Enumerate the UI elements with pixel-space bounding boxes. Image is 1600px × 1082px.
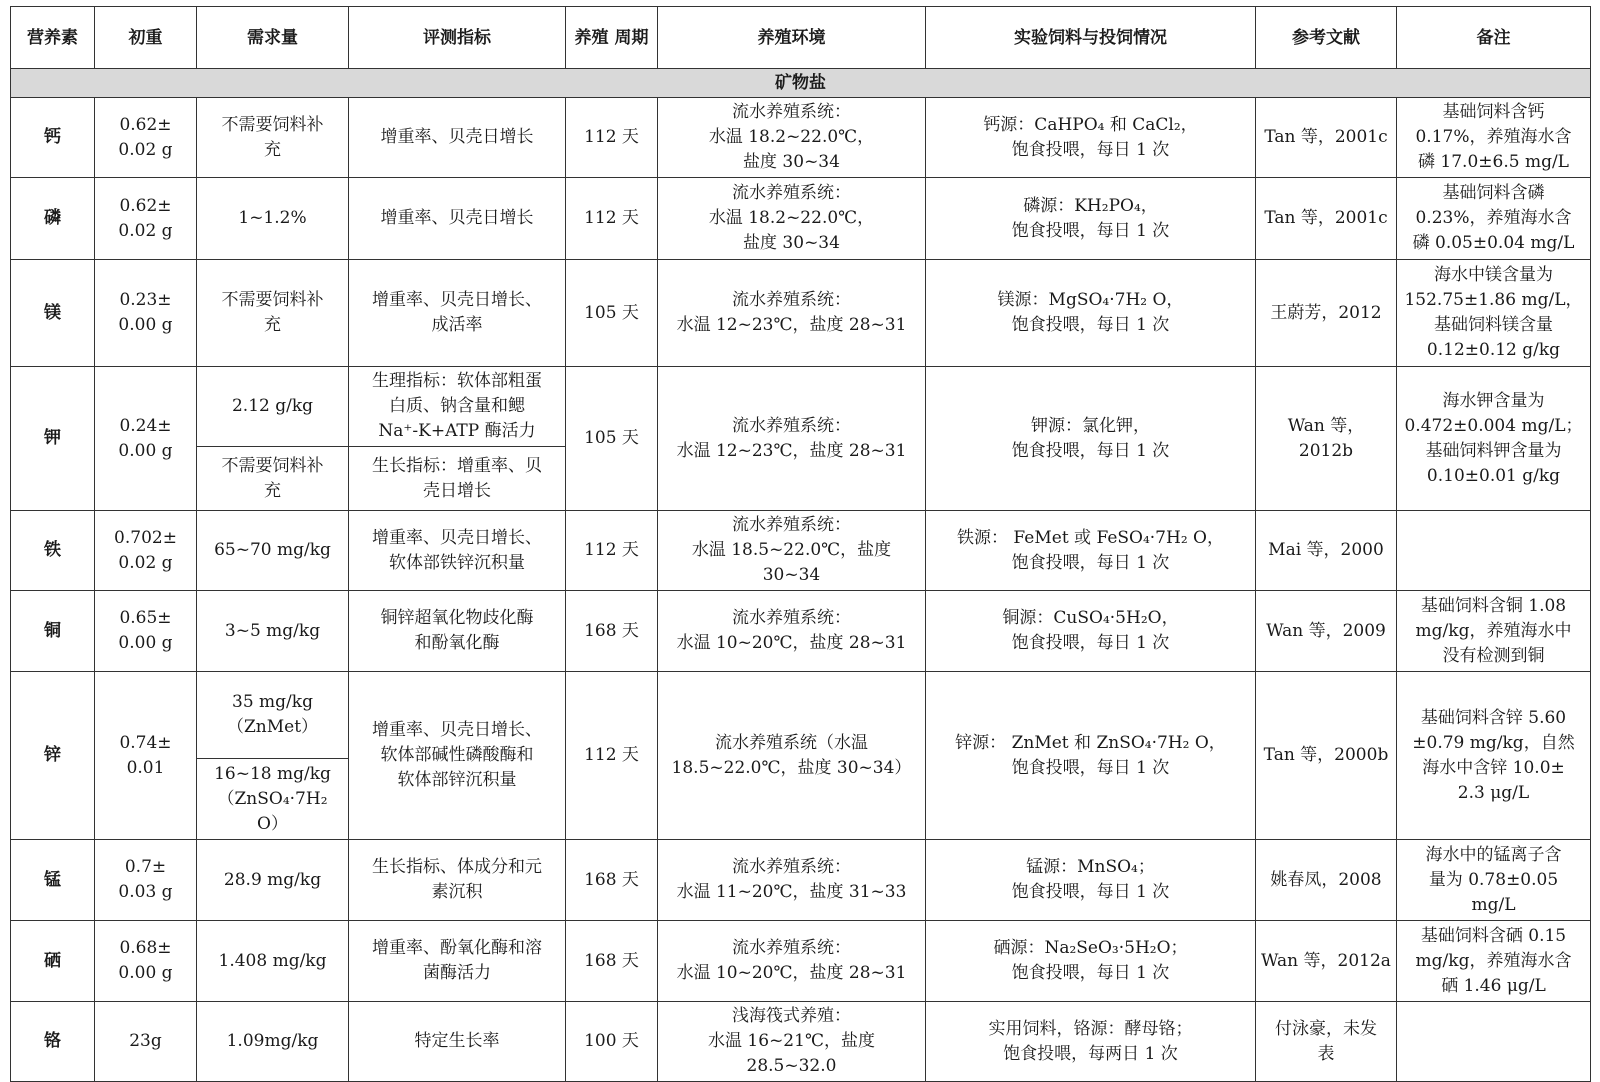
cell-line: 素沉积 bbox=[431, 882, 483, 902]
cell-line: 没有检测到铜 bbox=[1442, 645, 1545, 666]
indicators bbox=[349, 260, 566, 367]
cell-line: 0.00 g bbox=[118, 963, 173, 983]
requirement bbox=[197, 672, 349, 759]
cell-line: 流水养殖系统： bbox=[732, 938, 851, 958]
requirement bbox=[197, 178, 349, 260]
remark bbox=[1397, 921, 1591, 1002]
cell-line: 饱食投喂，每日 1 次 bbox=[1011, 220, 1170, 241]
cell-line: 生理指标：软体部粗蛋 bbox=[372, 371, 542, 391]
table-row bbox=[11, 840, 1591, 921]
reference: Wan 等，2009 bbox=[1256, 591, 1397, 672]
cell-line: 18.5~22.0℃，盐度 30~34） bbox=[671, 757, 912, 778]
section-title: 矿物盐 bbox=[11, 69, 1591, 98]
indicators bbox=[349, 367, 566, 447]
reference: Tan 等，2001c bbox=[1256, 98, 1397, 178]
cell-line: 基础饲料含锌 5.60 bbox=[1420, 707, 1567, 728]
cell-line: 0.65± bbox=[119, 608, 172, 628]
cell-line: 增重率、贝壳日增长、 bbox=[372, 290, 542, 310]
cell-line: 水温 11~20℃，盐度 31~33 bbox=[676, 882, 907, 902]
requirement bbox=[197, 921, 349, 1002]
cell-line: 铜源：CuSO₄·5H₂O， bbox=[1002, 608, 1179, 628]
cell-line: 基础饲料含硒 0.15 bbox=[1420, 925, 1567, 946]
indicators bbox=[349, 591, 566, 672]
cell-line: 流水养殖系统： bbox=[732, 515, 851, 535]
cell-line: 成活率 bbox=[431, 315, 483, 335]
cell-line: 增重率、酚氧化酶和溶 bbox=[372, 938, 542, 958]
indicators bbox=[349, 921, 566, 1002]
cell-line: 增重率、贝壳日增长 bbox=[380, 127, 534, 147]
cell-line: 镁源：MgSO₄·7H₂ O， bbox=[997, 290, 1184, 310]
cell-line: 水温 12~23℃，盐度 28~31 bbox=[676, 440, 907, 461]
reference: Wan 等，2012a bbox=[1256, 921, 1397, 1002]
cell-line: mg/kg，养殖海水中 bbox=[1415, 620, 1572, 641]
cell-line: 水温 18.2~22.0℃， bbox=[708, 127, 875, 147]
header-environment: 养殖环境 bbox=[658, 7, 926, 69]
cell-line: 水温 12~23℃，盐度 28~31 bbox=[676, 315, 907, 335]
reference: Mai 等，2000 bbox=[1256, 511, 1397, 591]
cell-line: 流水养殖系统： bbox=[732, 290, 851, 310]
environment bbox=[658, 591, 926, 672]
cell-line: 0.23%，养殖海水含 bbox=[1415, 208, 1572, 228]
nutrient-name: 铜 bbox=[11, 591, 95, 672]
indicators bbox=[349, 840, 566, 921]
cell-line: 饱食投喂，每日 1 次 bbox=[1011, 633, 1170, 653]
nutrient-name: 镁 bbox=[11, 260, 95, 367]
initial-weight bbox=[95, 921, 197, 1002]
requirement bbox=[197, 591, 349, 672]
header-period bbox=[566, 7, 658, 69]
cell-line: 充 bbox=[264, 480, 281, 501]
cell-line: 1.09mg/kg bbox=[226, 1031, 319, 1051]
cell-line: 增重率、贝壳日增长、 bbox=[372, 720, 542, 740]
cell-line: 硒 1.46 μg/L bbox=[1441, 975, 1546, 996]
header-requirement: 需求量 bbox=[197, 7, 349, 69]
reference: Tan 等，2001c bbox=[1256, 178, 1397, 260]
feed bbox=[926, 1002, 1256, 1082]
requirement bbox=[197, 1002, 349, 1082]
cell-line: 钙源：CaHPO₄ 和 CaCl₂， bbox=[983, 114, 1198, 135]
cell-line: 白质、钠含量和鳃 bbox=[389, 396, 525, 416]
environment bbox=[658, 840, 926, 921]
cell-line: 152.75±1.86 mg/L， bbox=[1404, 290, 1583, 310]
reference: 王蔚芳，2012 bbox=[1256, 260, 1397, 367]
environment bbox=[658, 672, 926, 840]
table-row bbox=[11, 511, 1591, 591]
cell-line: 增重率、贝壳日增长、 bbox=[372, 527, 542, 548]
initial-weight bbox=[95, 591, 197, 672]
initial-weight bbox=[95, 367, 197, 511]
cell-line: 流水养殖系统： bbox=[732, 415, 851, 436]
environment bbox=[658, 511, 926, 591]
cell-line: 1~1.2% bbox=[238, 208, 307, 228]
remark bbox=[1397, 367, 1591, 511]
cell-line: 增重率、贝壳日增长 bbox=[380, 208, 534, 228]
cell-line: 磷 17.0±6.5 mg/L bbox=[1418, 152, 1569, 172]
cell-line: 0.00 g bbox=[118, 633, 173, 653]
table-row bbox=[11, 367, 1591, 447]
cell-line: 不需要饲料补 bbox=[221, 290, 324, 310]
cell-line: O） bbox=[257, 813, 288, 834]
nutrient-name: 钾 bbox=[11, 367, 95, 511]
cell-line: 盐度 30~34 bbox=[743, 152, 840, 172]
initial-weight bbox=[95, 840, 197, 921]
cell-line: 生长指标：增重率、贝 bbox=[372, 455, 542, 476]
cell-line: 海水中镁含量为 bbox=[1434, 265, 1553, 285]
cell-line: 0.68± bbox=[119, 938, 172, 958]
cell-line: 和酚氧化酶 bbox=[414, 633, 500, 653]
cell-line: 基础饲料含钙 bbox=[1442, 102, 1545, 122]
remark bbox=[1397, 1002, 1591, 1082]
header-feed: 实验饲料与投饲情况 bbox=[926, 7, 1256, 69]
remark bbox=[1397, 98, 1591, 178]
table-row bbox=[11, 921, 1591, 1002]
cell-line: 饱食投喂，每日 1 次 bbox=[1011, 139, 1170, 160]
requirement bbox=[197, 260, 349, 367]
cell-line: 0.12±0.12 g/kg bbox=[1426, 340, 1561, 360]
cell-line: 流水养殖系统： bbox=[732, 183, 851, 203]
remark bbox=[1397, 672, 1591, 840]
feed bbox=[926, 591, 1256, 672]
cell-line: 菌酶活力 bbox=[423, 963, 491, 983]
header-remark: 备注 bbox=[1397, 7, 1591, 69]
cell-line: 2.12 g/kg bbox=[231, 396, 314, 416]
cell-line: 锌源： ZnMet 和 ZnSO₄·7H₂ O， bbox=[955, 732, 1226, 753]
nutrient-name: 铁 bbox=[11, 511, 95, 591]
requirement bbox=[197, 511, 349, 591]
cell-line: 锰源：MnSO₄； bbox=[1026, 857, 1155, 877]
cell-line: 饱食投喂，每日 1 次 bbox=[1011, 440, 1170, 461]
period: 168 天 bbox=[566, 921, 658, 1002]
cell-line: 生长指标、体成分和元 bbox=[372, 857, 542, 877]
cell-line: 饱食投喂，每日 1 次 bbox=[1011, 882, 1170, 902]
reference: Wan 等，2012b bbox=[1256, 367, 1397, 511]
feed bbox=[926, 672, 1256, 840]
table-row bbox=[11, 672, 1591, 759]
remark bbox=[1397, 260, 1591, 367]
initial-weight bbox=[95, 178, 197, 260]
table-row bbox=[11, 178, 1591, 260]
requirement bbox=[197, 447, 349, 511]
cell-line: 软体部锌沉积量 bbox=[397, 770, 517, 790]
initial-weight bbox=[95, 1002, 197, 1082]
cell-line: 0.74± bbox=[119, 732, 172, 753]
table-row bbox=[11, 260, 1591, 367]
cell-line: 铁源： FeMet 或 FeSO₄·7H₂ O， bbox=[957, 527, 1224, 548]
remark bbox=[1397, 591, 1591, 672]
period: 112 天 bbox=[566, 511, 658, 591]
reference bbox=[1256, 1002, 1397, 1082]
cell-line: 0.10±0.01 g/kg bbox=[1426, 465, 1561, 486]
cell-line: 35 mg/kg bbox=[232, 692, 313, 712]
nutrient-name: 硒 bbox=[11, 921, 95, 1002]
requirement bbox=[197, 98, 349, 178]
cell-line: 饱食投喂，每日 1 次 bbox=[1011, 315, 1170, 335]
feed bbox=[926, 921, 1256, 1002]
cell-line: 0.03 g bbox=[118, 882, 173, 902]
indicators bbox=[349, 447, 566, 511]
period: 168 天 bbox=[566, 591, 658, 672]
cell-line: 基础饲料镁含量 bbox=[1434, 315, 1553, 335]
cell-line: 0.00 g bbox=[118, 440, 173, 461]
feed bbox=[926, 178, 1256, 260]
cell-line: 饱食投喂，每日 1 次 bbox=[1011, 963, 1170, 983]
cell-line: 充 bbox=[264, 315, 281, 335]
cell-line: 0.24± bbox=[119, 415, 172, 436]
cell-line: 表 bbox=[1317, 1043, 1335, 1064]
cell-line: 0.00 g bbox=[118, 315, 173, 335]
period: 105 天 bbox=[566, 260, 658, 367]
cell-line: 磷 0.05±0.04 mg/L bbox=[1412, 233, 1575, 253]
period: 100 天 bbox=[566, 1002, 658, 1082]
header-indicators: 评测指标 bbox=[349, 7, 566, 69]
cell-line: 钾源：氯化钾， bbox=[1031, 415, 1150, 436]
feed bbox=[926, 511, 1256, 591]
cell-line: 流水养殖系统： bbox=[732, 608, 851, 628]
cell-line: 壳日增长 bbox=[423, 480, 491, 501]
requirement bbox=[197, 759, 349, 840]
cell-line: 浅海筏式养殖： bbox=[732, 1006, 851, 1026]
environment bbox=[658, 921, 926, 1002]
cell-line: 16~18 mg/kg bbox=[214, 763, 331, 784]
header-initial-weight: 初重 bbox=[95, 7, 197, 69]
section-row bbox=[11, 69, 1591, 98]
indicators bbox=[349, 511, 566, 591]
indicators bbox=[349, 672, 566, 840]
requirement bbox=[197, 367, 349, 447]
header-reference: 参考文献 bbox=[1256, 7, 1397, 69]
period: 168 天 bbox=[566, 840, 658, 921]
cell-line: 流水养殖系统： bbox=[732, 857, 851, 877]
cell-line: 量为 0.78±0.05 bbox=[1428, 869, 1559, 890]
indicators bbox=[349, 1002, 566, 1082]
remark bbox=[1397, 511, 1591, 591]
cell-line: 0.01 bbox=[126, 757, 165, 778]
table-row bbox=[11, 98, 1591, 178]
environment bbox=[658, 367, 926, 511]
cell-line: 基础饲料钾含量为 bbox=[1425, 440, 1562, 461]
cell-line: 实用饲料，铬源：酵母铬； bbox=[988, 1018, 1193, 1039]
cell-line: （ZnSO₄·7H₂ bbox=[217, 788, 328, 809]
table-row bbox=[11, 1002, 1591, 1082]
cell-line: 0.02 g bbox=[118, 220, 173, 241]
cell-line: 1.408 mg/kg bbox=[218, 950, 327, 971]
environment bbox=[658, 260, 926, 367]
cell-line: 0.02 g bbox=[118, 552, 173, 573]
cell-line: 65~70 mg/kg bbox=[214, 540, 331, 560]
environment bbox=[658, 98, 926, 178]
indicators bbox=[349, 178, 566, 260]
cell-line: 0.17%，养殖海水含 bbox=[1415, 127, 1572, 147]
cell-line: 饱食投喂，每两日 1 次 bbox=[1003, 1043, 1178, 1064]
cell-line: 0.62± bbox=[119, 195, 172, 216]
table-row bbox=[11, 591, 1591, 672]
header-row bbox=[11, 7, 1591, 69]
cell-line: 饱食投喂，每日 1 次 bbox=[1011, 757, 1170, 778]
nutrient-requirements-table bbox=[10, 6, 1591, 1082]
cell-line: 水温 10~20℃，盐度 28~31 bbox=[676, 633, 907, 653]
cell-line: mg/kg，养殖海水含 bbox=[1415, 950, 1572, 971]
initial-weight bbox=[95, 672, 197, 840]
cell-line: 盐度 30~34 bbox=[743, 233, 840, 253]
header-period-line: 养殖 bbox=[574, 27, 609, 48]
header-nutrient: 营养素 bbox=[11, 7, 95, 69]
initial-weight bbox=[95, 98, 197, 178]
cell-line: 海水中的锰离子含 bbox=[1425, 844, 1562, 865]
cell-line: 饱食投喂，每日 1 次 bbox=[1011, 552, 1170, 573]
cell-line: 0.23± bbox=[119, 290, 172, 310]
cell-line: 23g bbox=[129, 1031, 162, 1051]
cell-line: 2.3 μg/L bbox=[1457, 782, 1530, 803]
cell-line: 0.02 g bbox=[118, 139, 173, 160]
cell-line: 水温 10~20℃，盐度 28~31 bbox=[676, 963, 907, 983]
cell-line: 3~5 mg/kg bbox=[224, 620, 321, 641]
cell-line: 流水养殖系统（水温 bbox=[715, 732, 868, 753]
initial-weight bbox=[95, 260, 197, 367]
cell-line: 基础饲料含铜 1.08 bbox=[1420, 595, 1567, 616]
environment bbox=[658, 1002, 926, 1082]
period: 112 天 bbox=[566, 98, 658, 178]
period: 112 天 bbox=[566, 178, 658, 260]
cell-line: Na⁺-K+ATP 酶活力 bbox=[378, 421, 536, 441]
cell-line: 0.62± bbox=[119, 114, 172, 135]
reference: 姚春凤，2008 bbox=[1256, 840, 1397, 921]
cell-line: 0.702± bbox=[114, 527, 177, 548]
nutrient-name: 铬 bbox=[11, 1002, 95, 1082]
cell-line: 水温 18.5~22.0℃，盐度 30~34 bbox=[691, 540, 892, 585]
cell-line: 水温 16~21℃，盐度 28.5~32.0 bbox=[708, 1031, 875, 1076]
nutrient-name: 锌 bbox=[11, 672, 95, 840]
cell-line: 充 bbox=[264, 139, 281, 160]
remark bbox=[1397, 178, 1591, 260]
cell-line: （ZnMet） bbox=[226, 717, 319, 737]
period: 105 天 bbox=[566, 367, 658, 511]
cell-line: 不需要饲料补 bbox=[221, 455, 324, 476]
environment bbox=[658, 178, 926, 260]
cell-line: 磷源：KH₂PO₄， bbox=[1023, 195, 1158, 216]
feed bbox=[926, 98, 1256, 178]
period: 112 天 bbox=[566, 672, 658, 840]
feed bbox=[926, 260, 1256, 367]
nutrient-name: 锰 bbox=[11, 840, 95, 921]
feed bbox=[926, 367, 1256, 511]
initial-weight bbox=[95, 511, 197, 591]
cell-line: 流水养殖系统： bbox=[732, 102, 851, 122]
cell-line: mg/L bbox=[1471, 894, 1516, 915]
cell-line: 基础饲料含磷 bbox=[1442, 183, 1545, 203]
remark bbox=[1397, 840, 1591, 921]
header-period-line: 周期 bbox=[614, 27, 649, 48]
nutrient-name: 磷 bbox=[11, 178, 95, 260]
cell-line: 海水中含锌 10.0± bbox=[1422, 757, 1565, 778]
indicators bbox=[349, 98, 566, 178]
cell-line: 水温 18.2~22.0℃， bbox=[708, 208, 875, 228]
cell-line: 0.7± bbox=[124, 857, 167, 877]
feed bbox=[926, 840, 1256, 921]
cell-line: 软体部铁锌沉积量 bbox=[389, 552, 525, 573]
cell-line: ±0.79 mg/kg，自然 bbox=[1412, 732, 1575, 753]
cell-line: 不需要饲料补 bbox=[221, 114, 324, 135]
cell-line: 0.472±0.004 mg/L； bbox=[1404, 415, 1583, 436]
cell-line: 海水钾含量为 bbox=[1442, 390, 1545, 411]
cell-line: 铜锌超氧化物歧化酶 bbox=[380, 608, 534, 628]
nutrient-name: 钙 bbox=[11, 98, 95, 178]
cell-line: 软体部碱性磷酸酶和 bbox=[380, 745, 534, 765]
cell-line: 付泳豪，未发 bbox=[1275, 1018, 1377, 1039]
cell-line: 28.9 mg/kg bbox=[223, 869, 322, 890]
cell-line: 硒源：Na₂SeO₃·5H₂O； bbox=[993, 938, 1188, 958]
requirement bbox=[197, 840, 349, 921]
reference: Tan 等，2000b bbox=[1256, 672, 1397, 840]
cell-line: 特定生长率 bbox=[414, 1031, 500, 1051]
